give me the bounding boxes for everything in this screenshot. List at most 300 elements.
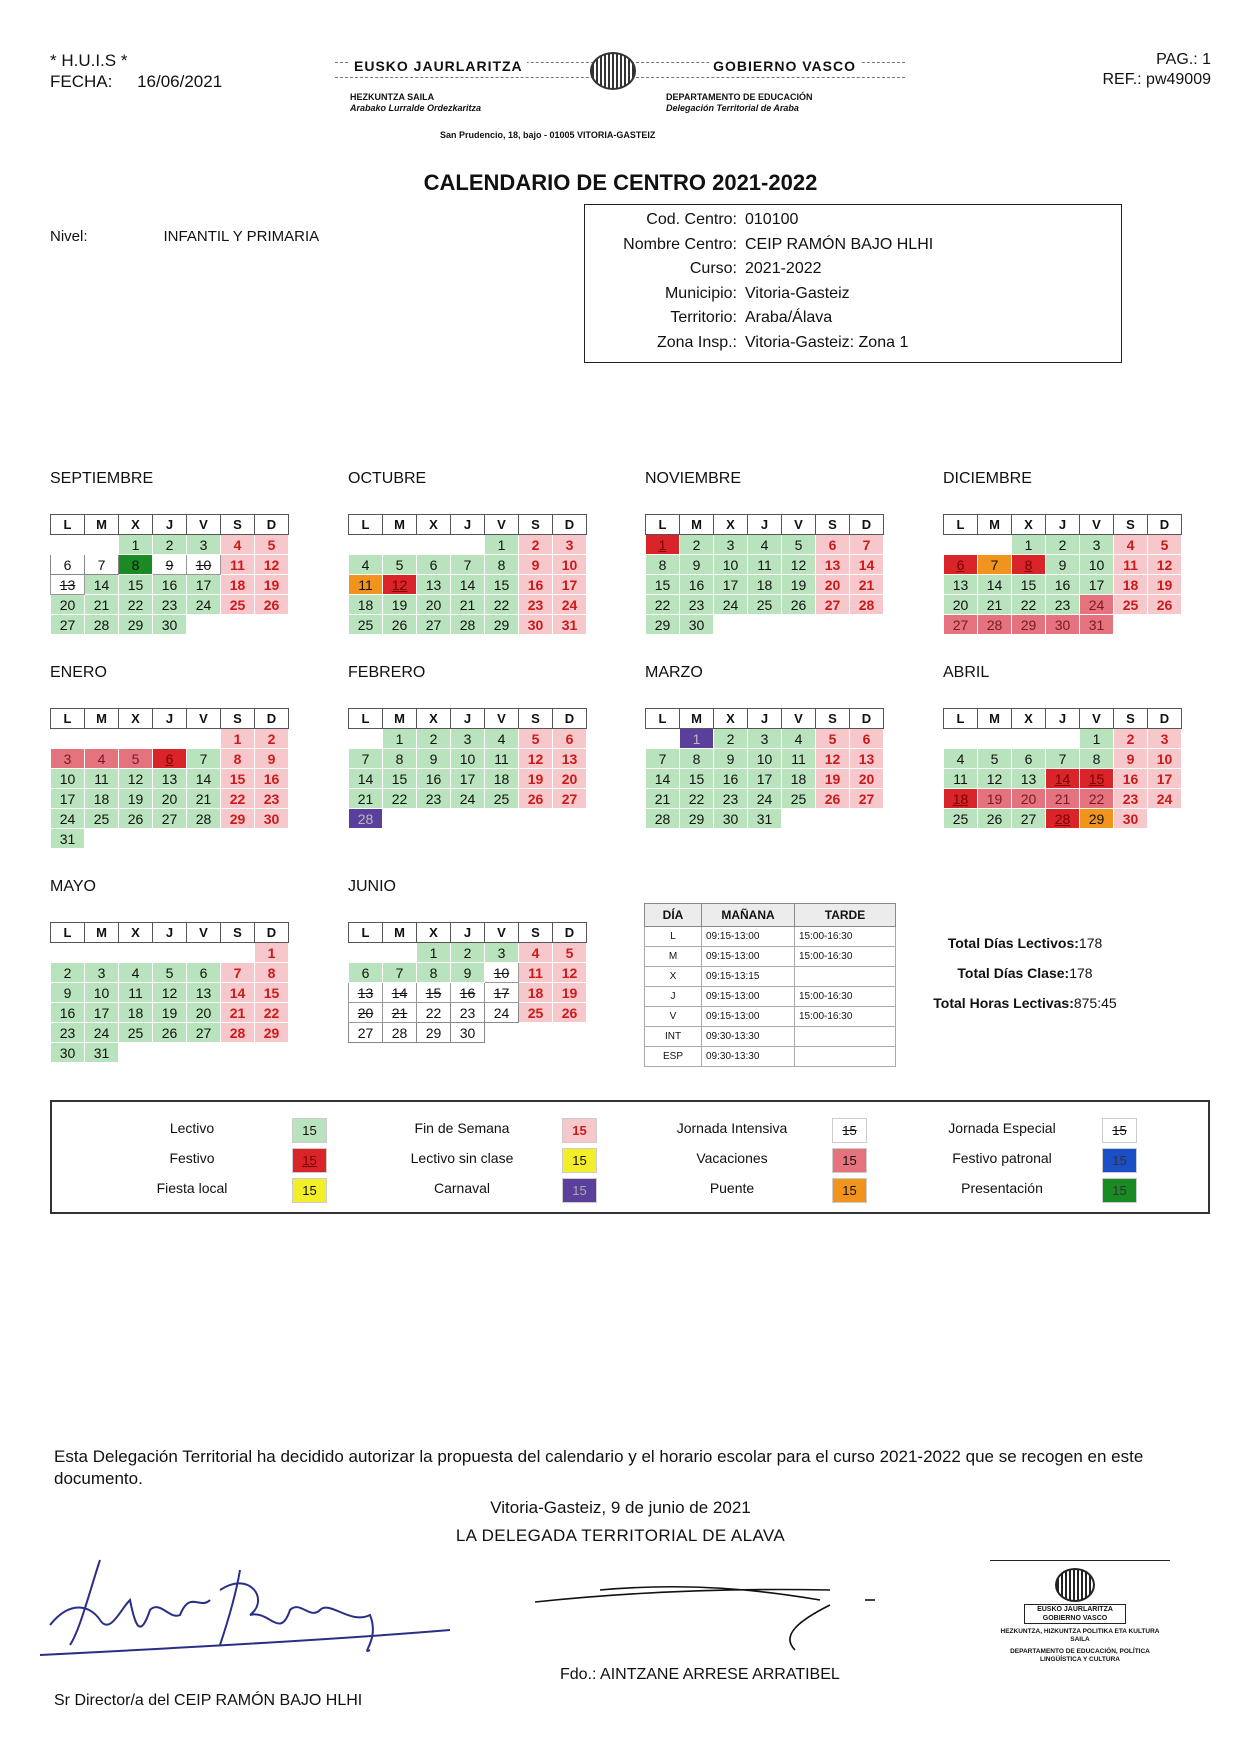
calendar-day: 24 xyxy=(553,595,587,615)
calendar-day: 24 xyxy=(748,789,782,809)
calendar-day: 28 xyxy=(850,595,884,615)
calendar-day: 23 xyxy=(417,789,451,809)
calendar-empty-cell xyxy=(1012,729,1046,749)
schedule-row xyxy=(645,1007,896,1027)
calendar-day: 6 xyxy=(1012,749,1046,769)
calendar-day: 22 xyxy=(119,595,153,615)
calendar-day: 21 xyxy=(451,595,485,615)
calendar-day: 21 xyxy=(187,789,221,809)
legend-label: Lectivo xyxy=(169,1120,215,1136)
calendar-day: 10 xyxy=(51,769,85,789)
calendar-day: 23 xyxy=(153,595,187,615)
calendar-day: 28 xyxy=(221,1023,255,1043)
calendar-day: 8 xyxy=(417,963,451,983)
legend-swatch: 15 xyxy=(292,1148,327,1173)
schedule-cell xyxy=(795,1047,896,1067)
calendar-day: 12 xyxy=(782,555,816,575)
schedule-header-row xyxy=(645,904,896,927)
calendar-empty-cell xyxy=(153,943,187,963)
weekday-header: V xyxy=(1080,515,1114,535)
calendar-day: 14 xyxy=(383,983,417,1003)
total-value: 875:45 xyxy=(1073,995,1117,1011)
calendar-day: 10 xyxy=(485,963,519,983)
calendar-day: 29 xyxy=(119,615,153,635)
legend-label: Festivo patronal xyxy=(952,1150,1052,1166)
calendar-empty-cell xyxy=(255,1043,289,1063)
calendar-empty-cell xyxy=(850,809,884,829)
calendar-day: 7 xyxy=(187,749,221,769)
legend-label: Carnaval xyxy=(433,1180,491,1196)
calendar-day: 9 xyxy=(417,749,451,769)
calendar-day: 10 xyxy=(1148,749,1182,769)
calendar-day: 10 xyxy=(748,749,782,769)
calendar-day: 11 xyxy=(748,555,782,575)
calendar-day: 6 xyxy=(51,555,85,575)
weekday-header: M xyxy=(85,515,119,535)
info-value: Vitoria-Gasteiz: Zona 1 xyxy=(745,333,909,351)
schedule-cell xyxy=(795,967,896,987)
month-name: MARZO xyxy=(645,664,703,681)
calendar-day: 12 xyxy=(119,769,153,789)
weekday-header: J xyxy=(748,709,782,729)
weekday-header: X xyxy=(119,515,153,535)
calendar-day: 7 xyxy=(221,963,255,983)
calendar-empty-cell xyxy=(119,943,153,963)
calendar-day: 30 xyxy=(153,615,187,635)
weekday-header: S xyxy=(1114,515,1148,535)
calendar-day: 15 xyxy=(646,575,680,595)
calendar-empty-cell xyxy=(187,1043,221,1063)
info-key: Territorio: xyxy=(670,309,737,326)
calendar-day: 11 xyxy=(221,555,255,575)
calendar-day: 3 xyxy=(748,729,782,749)
calendar-day: 20 xyxy=(553,769,587,789)
calendar-day: 4 xyxy=(485,729,519,749)
calendar-day: 2 xyxy=(255,729,289,749)
nivel xyxy=(50,228,319,245)
calendar-day: 15 xyxy=(221,769,255,789)
calendar-day: 4 xyxy=(782,729,816,749)
calendar-day: 2 xyxy=(1114,729,1148,749)
calendar-day: 13 xyxy=(850,749,884,769)
calendar-day: 8 xyxy=(646,555,680,575)
total-label: Total Días Lectivos: xyxy=(947,935,1079,951)
calendar-day: 29 xyxy=(646,615,680,635)
calendar-empty-cell xyxy=(451,809,485,829)
calendar-day: 14 xyxy=(349,769,383,789)
info-value: 2021-2022 xyxy=(745,260,822,277)
month-name: FEBRERO xyxy=(348,664,426,681)
calendar-day: 11 xyxy=(944,769,978,789)
delegada-signature xyxy=(530,1570,890,1660)
info-value: CEIP RAMÓN BAJO HLHI xyxy=(745,235,934,253)
recipient: Sr Director/a del CEIP RAMÓN BAJO HLHI xyxy=(54,1692,363,1709)
schedule-cell: M xyxy=(645,947,702,967)
weekday-header: J xyxy=(451,923,485,943)
calendar-day: 20 xyxy=(51,595,85,615)
calendar-day: 22 xyxy=(1012,595,1046,615)
calendar-day: 20 xyxy=(944,595,978,615)
calendar-day: 11 xyxy=(119,983,153,1003)
calendar-day: 25 xyxy=(485,789,519,809)
calendar-day: 2 xyxy=(417,729,451,749)
weekday-header: X xyxy=(1012,709,1046,729)
calendar-day: 22 xyxy=(680,789,714,809)
calendar-day: 5 xyxy=(519,729,553,749)
calendar-day: 29 xyxy=(417,1023,451,1043)
legend-swatch: 15 xyxy=(562,1118,597,1143)
calendar-day: 9 xyxy=(1046,555,1080,575)
calendar-empty-cell xyxy=(51,943,85,963)
calendar-empty-cell xyxy=(944,729,978,749)
weekday-header: J xyxy=(451,709,485,729)
logo-left-sub1: HEZKUNTZA SAILA xyxy=(350,92,435,102)
calendar-day: 2 xyxy=(153,535,187,555)
calendar-day: 25 xyxy=(519,1003,553,1023)
weekday-header: D xyxy=(1148,709,1182,729)
calendar-day: 6 xyxy=(816,535,850,555)
calendar-day: 5 xyxy=(782,535,816,555)
calendar-day: 15 xyxy=(255,983,289,1003)
calendar-day: 8 xyxy=(119,555,153,575)
calendar-day: 13 xyxy=(187,983,221,1003)
legend-swatch: 15 xyxy=(292,1118,327,1143)
schedule-cell: 09:30-13:30 xyxy=(702,1027,795,1047)
calendar-day: 16 xyxy=(519,575,553,595)
calendar-day: 13 xyxy=(944,575,978,595)
stamp-line3: HEZKUNTZA, HIZKUNTZA POLITIKA ETA KULTURA SAILA xyxy=(1000,1628,1160,1643)
reference: REF.: pw49009 xyxy=(1102,71,1211,88)
calendar-day: 1 xyxy=(255,943,289,963)
weekday-header: D xyxy=(255,709,289,729)
calendar-empty-cell xyxy=(553,1023,587,1043)
calendar-day: 23 xyxy=(1114,789,1148,809)
calendar-day: 24 xyxy=(485,1003,519,1023)
calendar-day: 20 xyxy=(816,575,850,595)
calendar-day: 13 xyxy=(349,983,383,1003)
calendar-day: 12 xyxy=(553,963,587,983)
weekday-header: L xyxy=(944,709,978,729)
calendar-day: 2 xyxy=(714,729,748,749)
calendar-day: 1 xyxy=(1012,535,1046,555)
calendar-day: 18 xyxy=(519,983,553,1003)
calendar-day: 31 xyxy=(85,1043,119,1063)
fecha-label: FECHA: xyxy=(50,72,113,91)
calendar-empty-cell xyxy=(349,943,383,963)
calendar-day: 15 xyxy=(485,575,519,595)
weekday-header: S xyxy=(221,709,255,729)
weekday-header: D xyxy=(850,709,884,729)
calendar-day: 3 xyxy=(451,729,485,749)
calendar-day: 22 xyxy=(1080,789,1114,809)
totals xyxy=(930,928,1120,1018)
calendar-day: 31 xyxy=(748,809,782,829)
calendar-day: 28 xyxy=(383,1023,417,1043)
legend-swatch: 15 xyxy=(562,1148,597,1173)
logo-right-sub xyxy=(666,92,813,114)
calendar-day: 14 xyxy=(187,769,221,789)
calendar-day: 1 xyxy=(383,729,417,749)
calendar-day: 3 xyxy=(714,535,748,555)
calendar-day: 13 xyxy=(51,575,85,595)
weekday-header: J xyxy=(153,923,187,943)
calendar-day: 1 xyxy=(646,535,680,555)
calendar-day: 18 xyxy=(85,789,119,809)
calendar-day: 16 xyxy=(451,983,485,1003)
calendar-empty-cell xyxy=(748,615,782,635)
calendar-day: 29 xyxy=(680,809,714,829)
calendar-empty-cell xyxy=(646,729,680,749)
weekday-header: S xyxy=(519,709,553,729)
calendar-day: 8 xyxy=(485,555,519,575)
weekday-header: J xyxy=(153,709,187,729)
legend-swatch: 15 xyxy=(562,1178,597,1203)
calendar-empty-cell xyxy=(51,535,85,555)
legend-label: Fiesta local xyxy=(156,1180,228,1196)
weekday-header: D xyxy=(553,515,587,535)
calendar-day: 9 xyxy=(1114,749,1148,769)
calendar-empty-cell xyxy=(85,535,119,555)
calendar-day: 20 xyxy=(850,769,884,789)
calendar-empty-cell xyxy=(85,943,119,963)
calendar-day: 1 xyxy=(221,729,255,749)
weekday-header: V xyxy=(782,515,816,535)
weekday-header: M xyxy=(383,709,417,729)
info-row xyxy=(585,260,1121,284)
calendar-day: 25 xyxy=(1114,595,1148,615)
schedule-cell: 09:15-13:00 xyxy=(702,987,795,1007)
calendar-empty-cell xyxy=(782,809,816,829)
weekday-header: X xyxy=(714,709,748,729)
calendar-day: 20 xyxy=(1012,789,1046,809)
weekday-header: S xyxy=(816,515,850,535)
weekday-header: L xyxy=(51,709,85,729)
calendar-day: 19 xyxy=(153,1003,187,1023)
calendar-day: 11 xyxy=(485,749,519,769)
calendar-day: 7 xyxy=(383,963,417,983)
calendar-day: 6 xyxy=(349,963,383,983)
month-calendar xyxy=(645,708,884,829)
stamp-box xyxy=(1024,1604,1126,1624)
calendar-empty-cell xyxy=(1046,729,1080,749)
calendar-day: 5 xyxy=(553,943,587,963)
calendar-day: 26 xyxy=(119,809,153,829)
calendar-day: 22 xyxy=(383,789,417,809)
info-value: Vitoria-Gasteiz xyxy=(745,284,850,302)
calendar-day: 26 xyxy=(383,615,417,635)
legend-label: Jornada Intensiva xyxy=(676,1120,788,1136)
calendar-empty-cell xyxy=(187,829,221,849)
weekday-header: V xyxy=(782,709,816,729)
calendar-day: 4 xyxy=(944,749,978,769)
calendar-day: 7 xyxy=(85,555,119,575)
calendar-empty-cell xyxy=(349,729,383,749)
weekday-header: J xyxy=(451,515,485,535)
calendar-day: 16 xyxy=(680,575,714,595)
calendar-day: 30 xyxy=(714,809,748,829)
month-name: DICIEMBRE xyxy=(943,470,1032,487)
calendar-empty-cell xyxy=(51,729,85,749)
calendar-day: 17 xyxy=(51,789,85,809)
calendar-day: 6 xyxy=(944,555,978,575)
legend-swatch: 15 xyxy=(1102,1118,1137,1143)
calendar-day: 22 xyxy=(255,1003,289,1023)
weekday-header: V xyxy=(485,515,519,535)
calendar-day: 17 xyxy=(1080,575,1114,595)
calendar-day: 29 xyxy=(221,809,255,829)
month-calendar xyxy=(348,514,587,635)
calendar-day: 5 xyxy=(255,535,289,555)
calendar-day: 21 xyxy=(646,789,680,809)
calendar-day: 9 xyxy=(153,555,187,575)
calendar-day: 17 xyxy=(553,575,587,595)
info-key: Municipio: xyxy=(664,284,737,302)
calendar-day: 15 xyxy=(119,575,153,595)
calendar-day: 28 xyxy=(978,615,1012,635)
calendar-day: 20 xyxy=(349,1003,383,1023)
weekday-header: S xyxy=(519,515,553,535)
calendar-day: 14 xyxy=(978,575,1012,595)
calendar-day: 12 xyxy=(383,575,417,595)
calendar-day: 7 xyxy=(646,749,680,769)
signer-name: Fdo.: AINTZANE ARRESE ARRATIBEL xyxy=(560,1666,840,1683)
calendar-day: 15 xyxy=(680,769,714,789)
calendar-day: 3 xyxy=(187,535,221,555)
schedule-cell: 09:30-13:30 xyxy=(702,1047,795,1067)
month-calendar xyxy=(943,514,1182,635)
calendar-day: 25 xyxy=(782,789,816,809)
total-row xyxy=(930,988,1120,1018)
fecha-value: 16/06/2021 xyxy=(137,72,223,91)
calendar-empty-cell xyxy=(944,535,978,555)
total-row xyxy=(930,928,1120,958)
calendar-day: 18 xyxy=(782,769,816,789)
calendar-empty-cell xyxy=(519,1023,553,1043)
calendar-day: 29 xyxy=(1012,615,1046,635)
weekday-header: D xyxy=(553,923,587,943)
calendar-day: 23 xyxy=(680,595,714,615)
schedule-cell: 15:00-16:30 xyxy=(795,987,896,1007)
calendar-empty-cell xyxy=(119,829,153,849)
calendar-day: 25 xyxy=(748,595,782,615)
stamp-line2: GOBIERNO VASCO xyxy=(1042,1615,1108,1622)
legend-swatch: 15 xyxy=(832,1118,867,1143)
calendar-empty-cell xyxy=(221,829,255,849)
calendar-day: 25 xyxy=(944,809,978,829)
weekday-header: D xyxy=(553,709,587,729)
calendar-day: 7 xyxy=(850,535,884,555)
calendar-day: 11 xyxy=(1114,555,1148,575)
calendar-day: 13 xyxy=(417,575,451,595)
weekday-header: L xyxy=(646,515,680,535)
calendar-day: 2 xyxy=(1046,535,1080,555)
weekday-header: X xyxy=(119,923,153,943)
schedule-cell: 09:15-13:00 xyxy=(702,927,795,947)
calendar-empty-cell xyxy=(187,943,221,963)
fecha-line xyxy=(50,71,222,92)
calendar-empty-cell xyxy=(485,809,519,829)
weekday-header: S xyxy=(221,923,255,943)
calendar-empty-cell xyxy=(485,1023,519,1043)
month-name: OCTUBRE xyxy=(348,470,427,487)
weekday-header: D xyxy=(255,923,289,943)
calendar-day: 15 xyxy=(417,983,451,1003)
calendar-empty-cell xyxy=(221,943,255,963)
calendar-day: 10 xyxy=(187,555,221,575)
schedule-cell: 15:00-16:30 xyxy=(795,927,896,947)
calendar-day: 1 xyxy=(680,729,714,749)
calendar-day: 14 xyxy=(1046,769,1080,789)
schedule-header-manana: MAÑANA xyxy=(702,904,795,927)
weekday-header: J xyxy=(153,515,187,535)
schedule-row xyxy=(645,1027,896,1047)
calendar-day: 14 xyxy=(221,983,255,1003)
calendar-day: 18 xyxy=(221,575,255,595)
schedule-row xyxy=(645,987,896,1007)
calendar-day: 2 xyxy=(451,943,485,963)
calendar-empty-cell xyxy=(85,729,119,749)
calendar-empty-cell xyxy=(119,1043,153,1063)
info-row xyxy=(585,211,1121,235)
info-row xyxy=(585,309,1121,333)
calendar-day: 7 xyxy=(1046,749,1080,769)
calendar-day: 25 xyxy=(349,615,383,635)
calendar-day: 22 xyxy=(646,595,680,615)
calendar-day: 23 xyxy=(255,789,289,809)
info-value: 010100 xyxy=(745,211,799,228)
calendar-day: 16 xyxy=(1114,769,1148,789)
calendar-day: 9 xyxy=(680,555,714,575)
calendar-empty-cell xyxy=(153,1043,187,1063)
legend-swatch: 15 xyxy=(832,1148,867,1173)
authorization-statement: Esta Delegación Territorial ha decidido autorizar la propuesta del calendario y el horario escolar para el curso 2021-2022 que se recogen en este documento. xyxy=(54,1447,1144,1488)
calendar-day: 26 xyxy=(153,1023,187,1043)
calendar-empty-cell xyxy=(255,615,289,635)
info-key: Cod. Centro: xyxy=(646,211,737,228)
month-calendar xyxy=(943,708,1182,829)
schedule-cell xyxy=(795,1027,896,1047)
calendar-day: 11 xyxy=(349,575,383,595)
info-key: Nombre Centro: xyxy=(623,235,737,253)
calendar-day: 24 xyxy=(85,1023,119,1043)
schedule-row xyxy=(645,947,896,967)
schedule-cell: L xyxy=(645,927,702,947)
calendar-empty-cell xyxy=(187,615,221,635)
total-value: 178 xyxy=(1069,965,1093,981)
calendar-day: 28 xyxy=(349,809,383,829)
calendar-empty-cell xyxy=(978,535,1012,555)
calendar-day: 16 xyxy=(255,769,289,789)
calendar-day: 12 xyxy=(1148,555,1182,575)
calendar-day: 1 xyxy=(485,535,519,555)
calendar-day: 6 xyxy=(417,555,451,575)
calendar-day: 17 xyxy=(1148,769,1182,789)
calendar-day: 25 xyxy=(119,1023,153,1043)
calendar-day: 27 xyxy=(553,789,587,809)
calendar-day: 3 xyxy=(553,535,587,555)
calendar-day: 10 xyxy=(1080,555,1114,575)
calendar-day: 19 xyxy=(255,575,289,595)
total-label: Total Días Clase: xyxy=(957,965,1070,981)
calendar-day: 24 xyxy=(714,595,748,615)
logo-right-sub2: Delegación Territorial de Araba xyxy=(666,103,799,113)
calendar-day: 30 xyxy=(680,615,714,635)
coat-of-arms-icon xyxy=(590,52,636,90)
schedule-table xyxy=(644,903,896,1067)
calendar-empty-cell xyxy=(816,809,850,829)
calendar-day: 30 xyxy=(1046,615,1080,635)
legend-label: Lectivo sin clase xyxy=(410,1150,514,1166)
